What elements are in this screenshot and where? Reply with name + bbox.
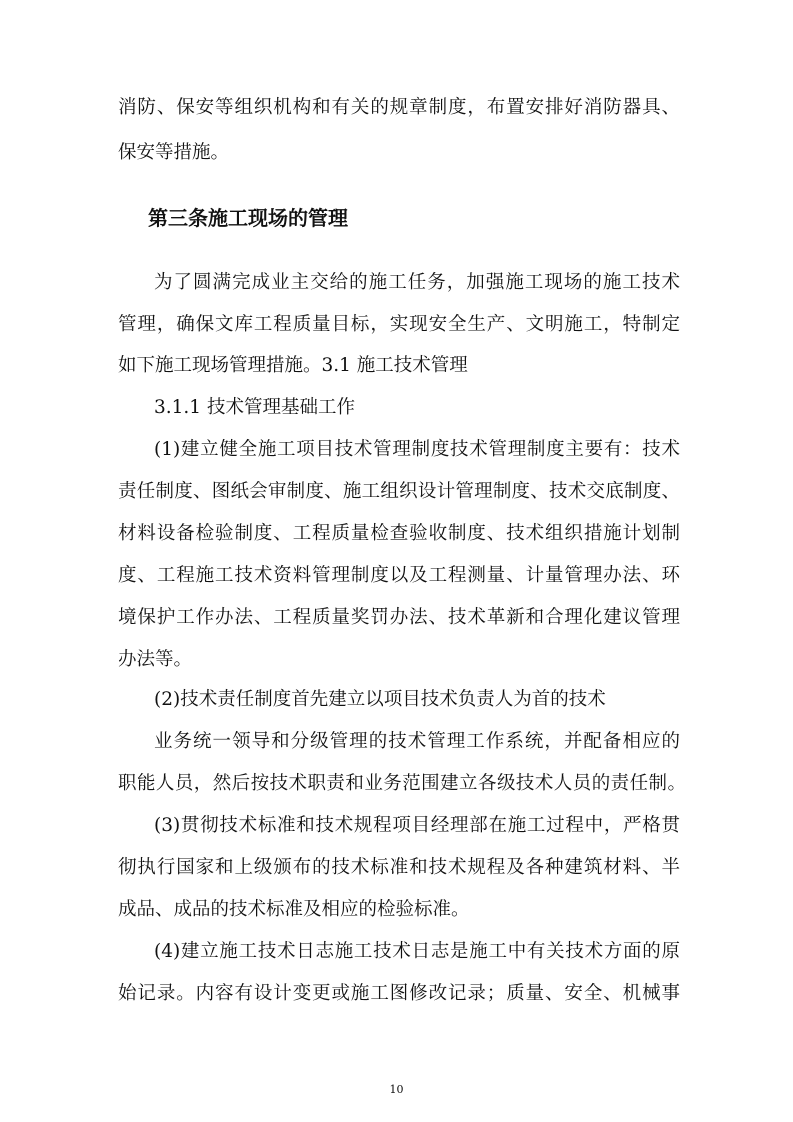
paragraph-line: 管理，确保文库工程质量目标，实现安全生产、文明施工，特制定 (118, 314, 680, 335)
subsection-heading: 3.1.1 技术管理基础工作 (154, 397, 355, 418)
paragraph-line: 始记录。内容有设计变更或施工图修改记录；质量、安全、机械事 (118, 983, 680, 1004)
paragraph-line: 办法等。 (118, 649, 193, 670)
section-heading: 第三条施工现场的管理 (148, 206, 348, 230)
paragraph-line: 职能人员，然后按技术职责和业务范围建立各级技术人员的责任制。 (118, 773, 686, 794)
paragraph-line: 彻执行国家和上级颁布的技术标准和技术规程及各种建筑材料、半 (118, 857, 680, 878)
page-number: 10 (389, 1083, 404, 1096)
paragraph-line: (4)建立施工技术日志施工技术日志是施工中有关技术方面的原 (154, 941, 680, 962)
paragraph-line: 保安等措施。 (118, 142, 230, 163)
paragraph-line: 材料设备检验制度、工程质量检查验收制度、技术组织措施计划制 (118, 523, 680, 544)
paragraph-line: 为了圆满完成业主交给的施工任务，加强施工现场的施工技术 (154, 272, 680, 293)
paragraph-line: 成品、成品的技术标准及相应的检验标准。 (118, 899, 470, 920)
paragraph-line: (2)技术责任制度首先建立以项目技术负责人为首的技术 (154, 689, 606, 710)
paragraph-line: 境保护工作办法、工程质量奖罚办法、技术革新和合理化建议管理 (118, 607, 680, 628)
paragraph-line: (1)建立健全施工项目技术管理制度技术管理制度主要有：技术 (154, 439, 680, 460)
paragraph-line: 度、工程施工技术资料管理制度以及工程测量、计量管理办法、环 (118, 565, 680, 586)
paragraph-line: 消防、保安等组织机构和有关的规章制度，布置安排好消防器具、 (118, 97, 680, 118)
paragraph-line: (3)贯彻技术标准和技术规程项目经理部在施工过程中，严格贯 (154, 815, 680, 836)
paragraph-line: 如下施工现场管理措施。3.1 施工技术管理 (118, 355, 468, 376)
paragraph-line: 业务统一领导和分级管理的技术管理工作系统，并配备相应的 (154, 731, 680, 752)
paragraph-line: 责任制度、图纸会审制度、施工组织设计管理制度、技术交底制度、 (118, 481, 680, 502)
